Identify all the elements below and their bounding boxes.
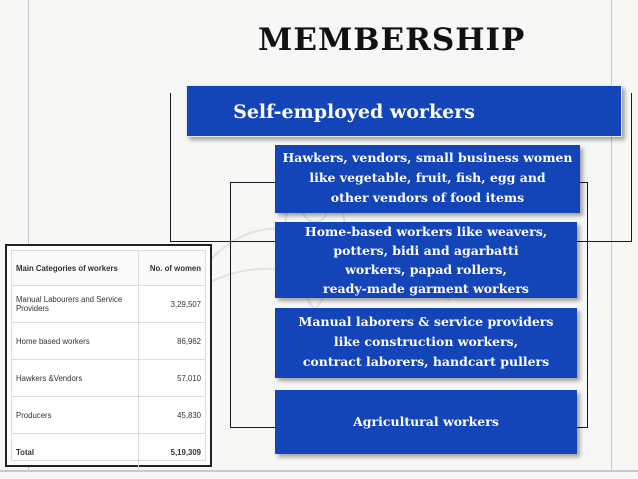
table-cell: 86,962 (139, 323, 206, 360)
table-header-row (12, 251, 205, 286)
category-line: Hawkers, vendors, small business women (282, 150, 573, 165)
table-row (12, 323, 205, 360)
category-line: potters, bidi and agarbatti (333, 243, 519, 258)
category-line: like vegetable, fruit, fish, egg and (309, 170, 546, 185)
worker-stats-table (5, 244, 212, 467)
table-cell: Manual Labourers and Service Providers (12, 286, 139, 323)
table-cell: Total (16, 447, 35, 457)
table-total-row (12, 434, 205, 471)
table-row (12, 360, 205, 397)
bottom-divider (0, 470, 638, 472)
table-row (12, 286, 205, 323)
table-cell: 45,830 (139, 397, 206, 434)
table-cell: Hawkers &Vendors (12, 360, 139, 397)
category-line: Agricultural workers (353, 414, 499, 429)
table-cell: 3,29,507 (139, 286, 206, 323)
category-line: other vendors of food items (330, 190, 525, 205)
category-line: ready-made garment workers (323, 281, 529, 296)
category-box-home-based (275, 222, 577, 298)
category-line: Manual laborers & service providers (298, 314, 554, 329)
table-header-cell: No. of women (139, 251, 206, 286)
category-box-agricultural (275, 390, 577, 454)
category-line: like construction workers, (333, 334, 519, 349)
table-row (12, 397, 205, 434)
category-line: workers, papad rollers, (345, 262, 507, 277)
slide-title: MEMBERSHIP (258, 22, 526, 58)
category-box-manual-laborers (275, 308, 577, 378)
self-employed-label: Self-employed workers (233, 101, 475, 123)
category-line: contract laborers, handcart pullers (302, 354, 550, 369)
table-cell: 5,19,309 (139, 434, 206, 471)
table-cell: Producers (12, 397, 139, 434)
category-line: Home-based workers like weavers, (304, 224, 548, 239)
self-employed-box (186, 85, 622, 137)
category-box-hawkers (275, 145, 580, 213)
table-cell: 57,010 (139, 360, 206, 397)
table-header-cell: Main Categories of workers (12, 251, 139, 286)
table-cell: Home based workers (12, 323, 139, 360)
